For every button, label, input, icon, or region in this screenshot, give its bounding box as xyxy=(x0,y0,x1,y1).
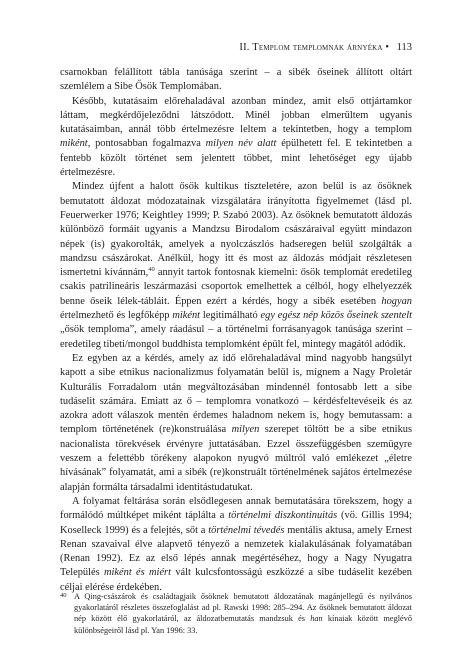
text-run: szerepet töltött be a sibe etnikus nacionalista törekvések érvényre juttatásában. Ezzel összefüggésben szemügyre veszem a felettébb törékeny alapokon nyugvó múltról való emlékezet „életre hívásának” folyamatát, ami a sibék (re)konstruált történelmének sajátos értelmezése alapján formálta társadalmi identitástudatukat. xyxy=(60,424,413,493)
footnote xyxy=(60,591,412,636)
italic-text: miként xyxy=(172,310,201,322)
footnote-number: 40 xyxy=(60,592,67,599)
text-run: annyit tartok fontosnak kiemelni: ősök templomát eredetileg csakis patrilineáris leszármazási csoportok emelhettek a célból, hogy elhelyezzék benne őseik lélek-tábláit. Éppen ezért a kérdés, hogy a sibék esetében xyxy=(60,267,412,307)
footnote-ref: 40 xyxy=(148,266,155,274)
text-run: csarnokban felállított tábla tanúsága szerint – a sibék őseinek állított oltárt szemlélem a Sibe Ősök Templomában. xyxy=(60,67,412,93)
text-run: legitimálható xyxy=(200,310,261,322)
text-run: (vö. Gillis 1994; Koselleck 1999) és a felejtés, sőt a xyxy=(60,510,413,536)
italic-text: történelmi diszkontinuitás xyxy=(228,510,338,522)
paragraph xyxy=(60,352,412,495)
text-run: értelmezhető és legfőképp xyxy=(60,310,173,322)
text-run: , pontosabban fogalmazva xyxy=(87,138,206,150)
text-run: A Qing-császárok és családtagjaik ősöknek bemutatott áldozatának magánjellegű és nyilvános gyakorlatáról részletes összefoglalást ad pl. Rawski 1998: 285–294. Az ősöknek bemutatott áldozat nép között élő gyakorlatáról, az áldozatbemutatás mandzsuk és xyxy=(74,592,412,624)
text-run: kínaiak között meglévő különbségeiről lásd pl. Yan 1996: 33. xyxy=(74,614,413,635)
footnote-text xyxy=(60,591,412,636)
text-run: Mindez újfent a halott ősök kultikus tiszteletére, azon belül is az ősöknek bemutatott áldozat módozatainak vizsgálatára irányította figyelmemet (lásd pl. Feuerwerker 1976; Keightley 1999; P. Szabó 2003). Az ősöknek bemutatott áldozás különböző formáit ugyanis a Mandzsu Birodalom császáraival együtt mindazon népek (is) gyakorolták, amelyek a nyolczászlós hadseregen belül szolgálták a mandzsu császárokat. Anélkül, hogy itt és most az áldozás módjait részletesen ismertetni kívánnám, xyxy=(60,181,412,279)
text-run: mentális aktusa, amely Ernest Renan szavaival élve alapvető tényező a nemzetek kialakulásának folyamatában (Renan 1992). Ez az első lépés annak megértéséhez, hogy a Nagy Nyugatra Település xyxy=(60,524,412,579)
main-text xyxy=(60,66,412,595)
text-run: A folyamat feltárása során elsődlegesen annak bemutatására törekszem, hogy a formálódó múltképet miként táplálta a xyxy=(60,495,412,522)
italic-text: hogyan xyxy=(381,295,412,307)
text-run: Ez egyben az a kérdés, amely az idő előrehaladával mind nagyobb hangsúlyt kapott a sibe etnikus nacionalizmus folyamatán belül is, mígnem a Nagy Proletár Kulturális Forradalom után megváltozásában mindennél fontosabb lett a sibe tudáselit számára. Emiatt az ő – templomra vonatkozó – kérdésfeltevéseik és az azokra adott válaszok mentén érdemes haladnom nekem is, hogy bemutassam: a templom történetének (re)konstruálása xyxy=(60,352,412,436)
paragraph xyxy=(60,495,412,595)
italic-text: történelmi tévedés xyxy=(208,524,285,536)
italic-text: miként xyxy=(60,138,88,150)
text-run: „ősök temploma”, amely ráadásul – a történelmi forrásanyagok tanúsága szerint – eredetileg tibeti/mongol buddhista templomként épült fel, mintegy magától adódik. xyxy=(60,324,412,350)
running-header xyxy=(60,42,412,53)
italic-text: han xyxy=(310,614,323,624)
text-run: Később, kutatásaim előrehaladával azonban mindez, amit első ottjártamkor láttam, megkérdőjeleződni látszódott. Minél jobban elmerültem ugyanis kutatásaimban, annál több értelmezésre leltem a tekintetben, hogy a templom xyxy=(60,95,412,136)
italic-text: milyen xyxy=(231,424,260,436)
text-run: vált kulcsfontosságú eszközzé a sibe tudáselit kezében céljai elérése érdekében. xyxy=(60,567,412,593)
paragraph xyxy=(60,180,412,352)
header-separator: • xyxy=(385,42,389,53)
italic-text: milyen név alatt xyxy=(205,138,277,150)
italic-text: miként és miért xyxy=(104,567,171,579)
italic-text: egy egész nép közös őseinek szentelt xyxy=(260,310,412,322)
paragraph xyxy=(60,95,412,181)
paragraph xyxy=(60,66,412,95)
chapter-title: II. Templom templomnak árnyéka xyxy=(239,42,383,53)
text-run: épülhetett fel. E tekintetben a fentebb közölt történet sem jelentett többet, mint lehetőséget egy újabb értelmezésre. xyxy=(60,138,412,179)
page-number: 113 xyxy=(396,42,412,53)
